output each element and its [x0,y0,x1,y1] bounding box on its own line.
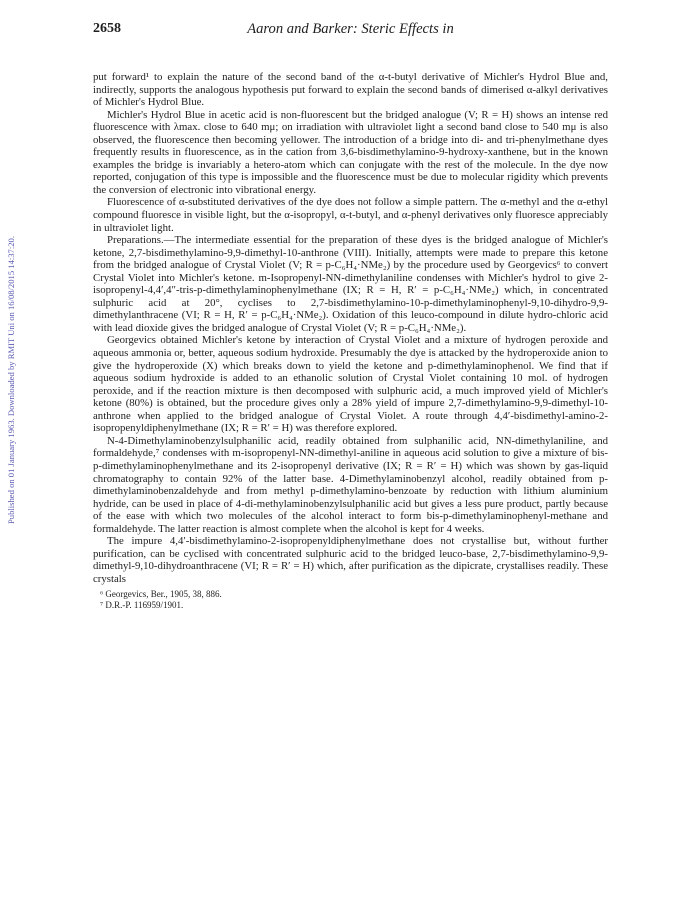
footnote: ⁶ Georgevics, Ber., 1905, 38, 886. [100,589,222,600]
paragraph: N-4-Dimethylaminobenzylsulphanilic acid, readily obtained from sulphanilic acid, NN-dimethylaniline, and formaldehyde,⁷ condenses with m-isopropenyl-NN-dimethyl-aniline in aqueous acid solution to give a mixture of bis-p-dimethylaminophenylmethane and its 2-isopropenyl derivative (IX; R = R′ = H) which was shown by gas-liquid chromatography to contain 92% of the latter base. 4-Dimethylaminobenzyl alcohol, readily obtained from p-dimethylaminobenzaldehyde and from methyl p-dimethylamino-benzoate by reduction with lithium aluminium hydride, can be used in place of 4-di-methylaminobenzylsulphanilic acid but gives a less pure product, partly because of the ease with which two molecules of the alcohol interact to form bis-p-dimethylaminophenyl-methane and formaldehyde. The latter reaction is almost complete when the alcohol is kept for 4 weeks. [93,434,608,535]
footnote: ⁷ D.R.-P. 116959/1901. [100,600,184,611]
paragraph-preparations: Preparations.—The intermediate essential for the preparation of these dyes is the bridged analogue of Michler's ketone, 2,7-bisdimethylamino-9,9-dimethyl-10-anthrone (VIII). Initially, attempts were made to prepare this ketone from the bridged analogue of Crystal Violet (V; R = p-C₆H₄·NMe₂) by the procedure used by Georgevics⁶ to convert Crystal Violet into Michler's ketone. m-Isopropenyl-NN-dimethylaniline condenses with Michler's hydrol to give 2-isopropenyl-4,4′,4″-tris-p-dimethylaminophenylmethane (IX; R = H, R′ = p-C₆H₄·NMe₂) which, in concentrated sulphuric acid at 20°, cyclises to 2,7-bisdimethylamino-10-p-dimethylaminophenyl-9,10-dihydro-9,9-dimethylanthracene (VI; R = H, R′ = p-C₆H₄·NMe₂). Oxidation of this leuco-compound in dilute hydro-chloric acid with lead dioxide gives the bridged analogue of Crystal Violet (V; R = p-C₆H₄·NMe₂). [93,234,608,334]
page-header [93,21,608,45]
paragraph: Georgevics obtained Michler's ketone by interaction of Crystal Violet and a mixture of hydrogen peroxide and aqueous ammonia or, better, aqueous sodium hydroxide. Presumably the dye is attacked by the hydroperoxide anion to give the hydroperoxide (X) which breaks down to yield the ketone and p-dimethylaminophenol. We find that if aqueous sodium hydroxide is added to an ethanolic solution of Crystal Violet containing 10 mol. of hydrogen peroxide, and if the reaction mixture is then decomposed with sulphuric acid, a much improved yield of Michler's ketone (80%) is obtained, but the procedure gives only a 28% yield of impure 2,7-dimethylamino-9,9-dimethyl-10-anthrone when applied to the bridged analogue of Crystal Violet. A route through 4,4′-bisdimethyl-amino-2-isopropenyldiphenylmethane (IX; R = R′ = H) was therefore explored. [93,334,608,435]
page-number: 2658 [93,21,121,36]
download-notice [0,100,22,660]
page [93,21,608,611]
article-body [93,71,608,585]
paragraph: put forward¹ to explain the nature of the second band of the α-t-butyl derivative of Michler's Hydrol Blue and, indirectly, supports the analogous hypothesis put forward to explain the second bands of dimerised α-alkyl derivatives of Michler's Hydrol Blue. [93,71,608,109]
paragraph: The impure 4,4′-bisdimethylamino-2-isopropenyldiphenylmethane does not crystallise but, without further purification, can be cyclised with concentrated sulphuric acid to the bridged leuco-base, 2,7-bisdimethylamino-9,9-dimethyl-9,10-dihydroanthracene (VI; R = R′ = H) which, after purification as the dipicrate, crystallises readily. These crystals [93,535,608,585]
paragraph: Michler's Hydrol Blue in acetic acid is non-fluorescent but the bridged analogue (V; R = H) shows an intense red fluorescence with λmax. close to 640 mμ; on irradiation with ultraviolet light a second band close to 540 mμ is also observed, the fluorescence then becoming yellower. The introduction of a bridge into di- and tri-phenylmethane dyes frequently results in fluorescence, as in the cation from 3,6-bisdimethylamino-9-hydroxy-xanthene, but in the known examples the bridge is invariably a hetero-atom which can conjugate with the rest of the molecule. In the dye now reported, conjugation of this type is impossible and the fluorescence must be due to molecular rigidity which prevents the conversion of electronic into vibrational energy. [93,108,608,196]
download-notice-text: Published on 01 January 1963. Downloaded by RMIT Uni on 16/08/2015 14:37:20. [6,236,16,524]
paragraph: Fluorescence of α-substituted derivatives of the dye does not follow a simple pattern. The α-methyl and the α-ethyl compound fluoresce in visible light, but the α-isopropyl, α-t-butyl, and α-phenyl derivatives only fluoresce appreciably in ultraviolet light. [93,196,608,234]
running-title: Aaron and Barker: Steric Effects in [247,21,454,37]
footnotes [93,589,608,611]
